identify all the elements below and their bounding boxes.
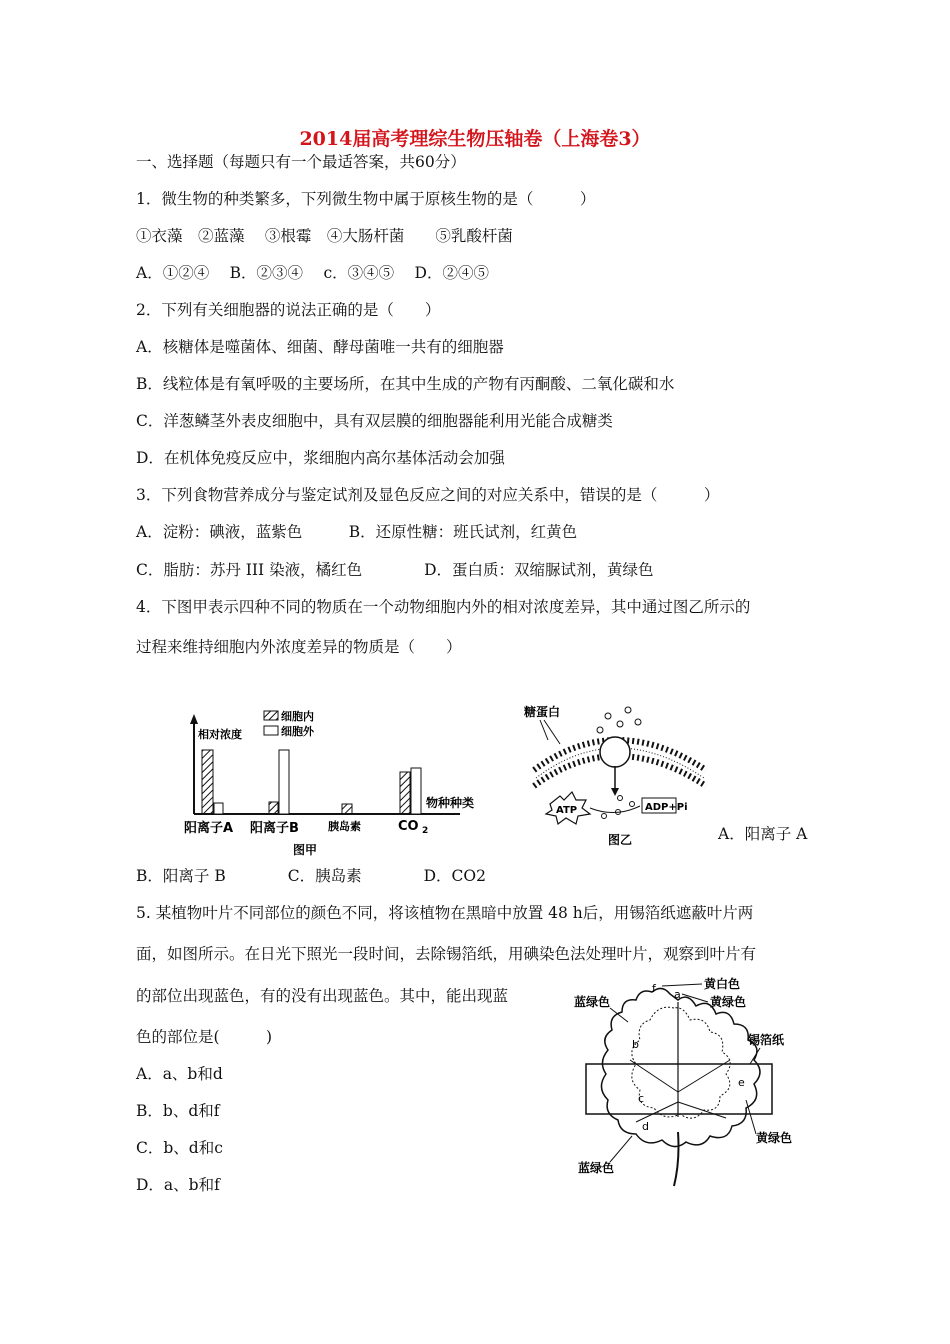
category-co2: CO xyxy=(398,819,419,834)
label-yellow-white: 黄白色 xyxy=(704,977,741,991)
leaf-figure xyxy=(570,972,810,1192)
label-foil: 锡箔纸 xyxy=(748,1033,785,1047)
label-e: e xyxy=(738,1076,745,1089)
label-b: b xyxy=(632,1038,639,1051)
q2-option-a: A．核糖体是噬菌体、细菌、酵母菌唯一共有的细胞器 xyxy=(136,338,504,356)
q4-option-a: A．阳离子 A xyxy=(718,825,808,843)
q2-option-c: C．洋葱鳞茎外表皮细胞中，具有双层膜的细胞器能利用光能合成糖类 xyxy=(136,412,613,430)
figure-yi xyxy=(520,700,720,850)
bar-cation-a-outside xyxy=(214,803,223,814)
q4-stem-line1: 4．下图甲表示四种不同的物质在一个动物细胞内外的相对浓度差异，其中通过图乙所示的 xyxy=(136,598,751,616)
bar-insulin-inside xyxy=(342,804,352,814)
y-axis-arrow xyxy=(190,714,198,724)
label-yellow-green-top: 黄绿色 xyxy=(710,995,747,1009)
legend-swatch-inside xyxy=(264,711,278,720)
q5-option-b: B．b、d和f xyxy=(136,1102,220,1120)
label-d: d xyxy=(642,1120,649,1133)
q3-options-cd: C．脂肪：苏丹 III 染液，橘红色 D．蛋白质：双缩脲试剂，黄绿色 xyxy=(136,561,654,579)
bar-co2-inside xyxy=(400,772,410,814)
figure-yi-caption: 图乙 xyxy=(608,833,633,847)
label-yellow-green-right: 黄绿色 xyxy=(756,1131,793,1145)
label-f: f xyxy=(652,982,656,995)
x-axis-label: 物种种类 xyxy=(426,796,475,810)
page-title: 2014届高考理综生物压轴卷（上海卷3） xyxy=(299,128,651,150)
q4-stem-line2: 过程来维持细胞内外浓度差异的物质是（ ） xyxy=(136,638,462,656)
legend-outside-label: 细胞外 xyxy=(281,725,314,738)
q2-option-d: D．在机体免疫反应中，浆细胞内高尔基体活动会加强 xyxy=(136,449,505,467)
category-cation-b: 阳离子B xyxy=(250,821,299,836)
q2-stem: 2．下列有关细胞器的说法正确的是（ ） xyxy=(136,301,441,319)
label-c: c xyxy=(638,1092,645,1105)
q2-option-b: B．线粒体是有氧呼吸的主要场所，在其中生成的产物有丙酮酸、二氧化碳和水 xyxy=(136,375,675,393)
q5-option-c: C．b、d和c xyxy=(136,1139,223,1157)
label-blue-green-bottom: 蓝绿色 xyxy=(578,1161,615,1175)
atp-label: ATP xyxy=(556,805,578,816)
q5-stem-line3: 的部位出现蓝色，有的没有出现蓝色。其中，能出现蓝 xyxy=(136,987,509,1005)
q1-stem: 1．微生物的种类繁多，下列微生物中属于原核生物的是（ ） xyxy=(136,190,596,208)
category-insulin: 胰岛素 xyxy=(328,820,361,833)
q3-stem: 3．下列食物营养成分与鉴定试剂及显色反应之间的对应关系中，错误的是（ ） xyxy=(136,486,720,504)
leaf-outline xyxy=(601,988,760,1146)
label-a: a xyxy=(674,988,681,1001)
bar-cation-b-inside xyxy=(269,802,278,814)
category-co2-subscript: 2 xyxy=(422,826,429,836)
legend-inside-label: 细胞内 xyxy=(281,710,314,723)
q5-option-d: D．a、b和f xyxy=(136,1176,220,1194)
label-blue-green-top: 蓝绿色 xyxy=(574,995,611,1009)
glycoprotein-label: 糖蛋白 xyxy=(524,705,561,719)
figure-jia-caption: 图甲 xyxy=(293,843,318,857)
bar-co2-outside xyxy=(411,768,421,814)
q1-options: A．①②④ B．②③④ c．③④⑤ D．②④⑤ xyxy=(136,264,489,282)
q5-stem-line1: 5. 某植物叶片不同部位的颜色不同，将该植物在黑暗中放置 48 h后，用锡箔纸遮蔽叶片两 xyxy=(136,904,754,922)
vesicle xyxy=(600,737,630,767)
bar-cation-a-inside xyxy=(202,750,213,814)
legend-swatch-outside xyxy=(264,726,278,735)
section-heading: 一、选择题（每题只有一个最适答案，共60分） xyxy=(136,153,466,171)
q5-stem-line4: 色的部位是( ) xyxy=(136,1028,273,1046)
figure-jia xyxy=(180,702,510,862)
category-cation-a: 阳离子A xyxy=(184,821,234,836)
q5-option-a: A．a、b和d xyxy=(136,1065,223,1083)
bar-cation-b-outside xyxy=(279,750,289,814)
q5-stem-line2: 面，如图所示。在日光下照光一段时间，去除锡箔纸，用碘染色法处理叶片，观察到叶片有 xyxy=(136,945,757,963)
q1-items: ①衣藻 ②蓝藻 ③根霉 ④大肠杆菌 ⑤乳酸杆菌 xyxy=(136,227,513,245)
adp-label: ADP+Pi xyxy=(645,802,688,813)
q4-options-bcd: B．阳离子 B C．胰岛素 D．CO2 xyxy=(136,867,486,885)
q3-options-ab: A．淀粉：碘液，蓝紫色 B．还原性糖：班氏试剂，红黄色 xyxy=(136,523,578,541)
y-axis-label: 相对浓度 xyxy=(198,728,242,741)
